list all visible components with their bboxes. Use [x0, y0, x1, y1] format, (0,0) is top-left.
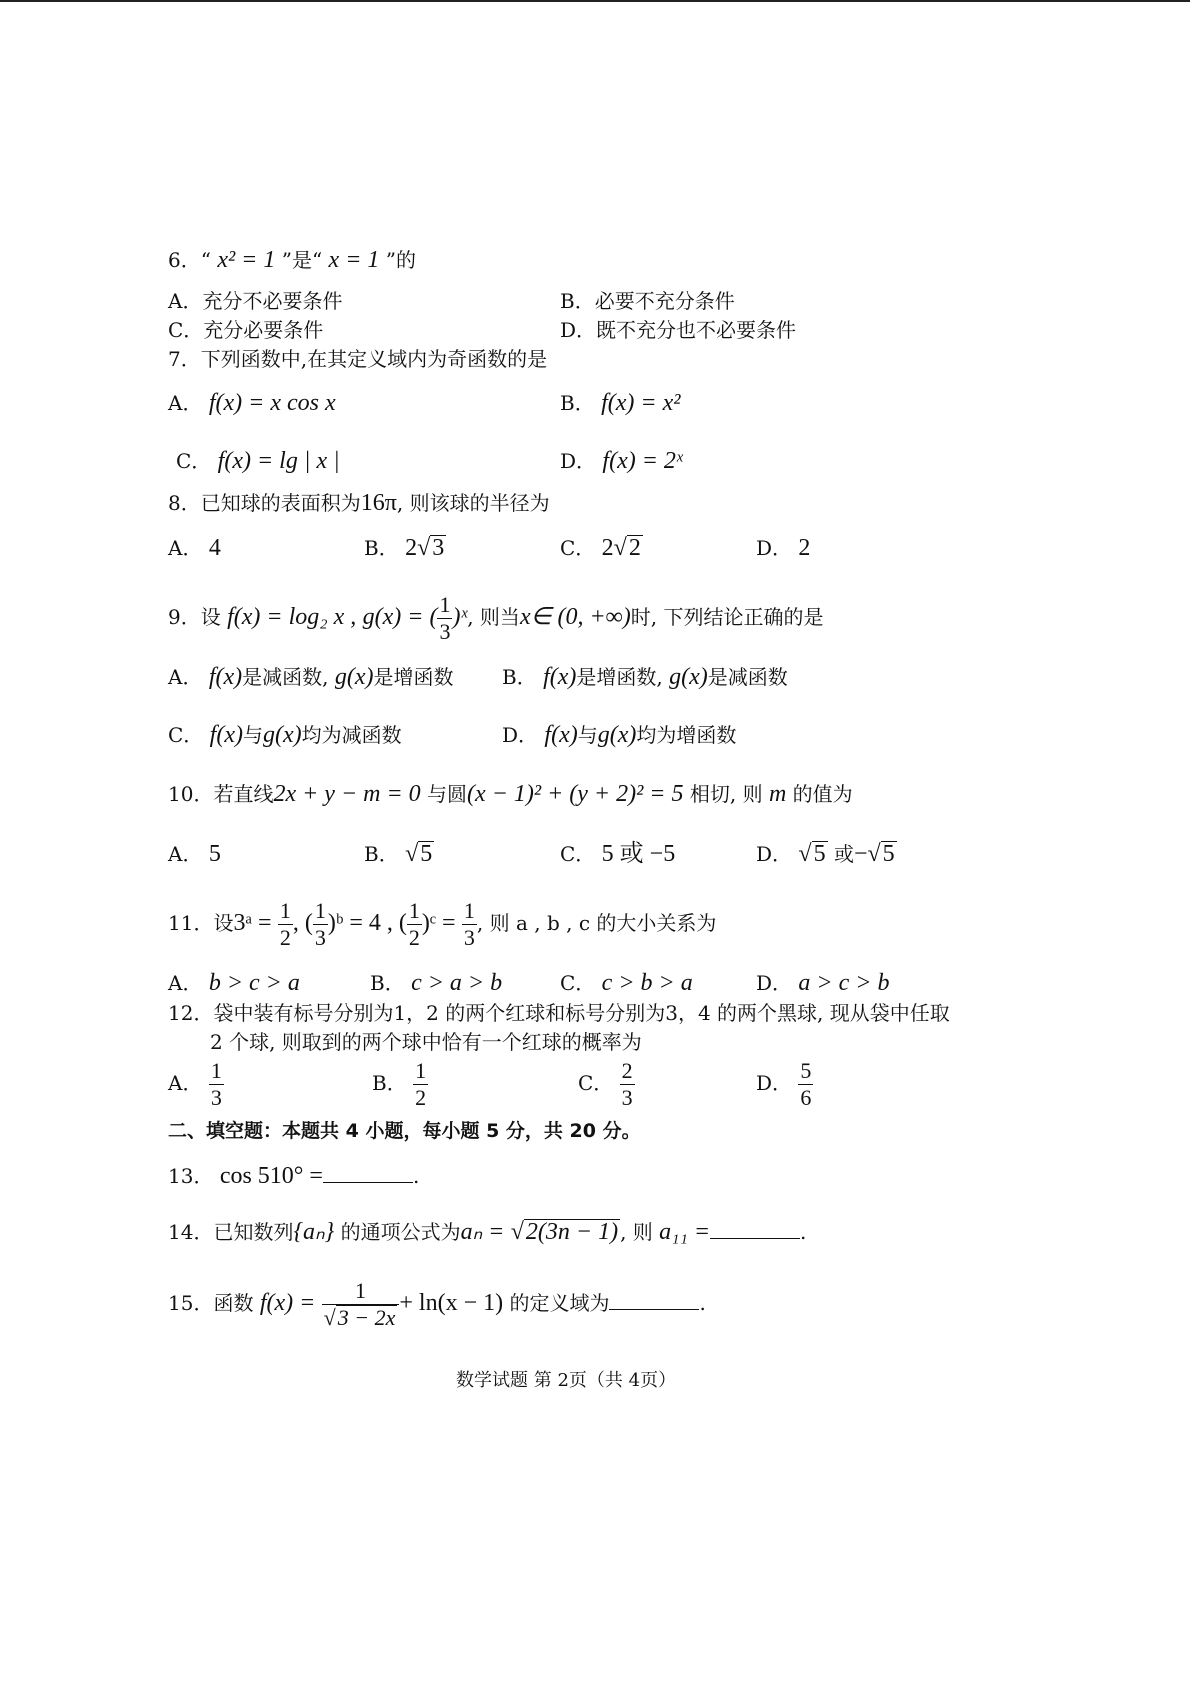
- q10-b-label: B．: [364, 842, 399, 866]
- q10-text-tail-a: 相切, 则: [689, 782, 763, 806]
- q10-option-b: B． √5: [364, 841, 433, 867]
- q12-option-a: [168, 1058, 224, 1111]
- q9-g-den: 3: [439, 619, 451, 644]
- q12-d-fraction: [798, 1058, 813, 1111]
- q12-a-label: A．: [168, 1071, 203, 1095]
- q14-period: .: [800, 1220, 807, 1244]
- q10-line-eq: 2x + y − m = 0: [273, 781, 421, 807]
- q9-a-f: f(x): [208, 664, 243, 690]
- q11-frac-2: [313, 898, 328, 951]
- q11-b-expr: c > a > b: [411, 970, 503, 996]
- q9-interval: x∈ (0, +∞): [519, 604, 631, 630]
- q13: [168, 1162, 419, 1189]
- q9-b-label: B．: [502, 665, 537, 689]
- q8-option-c: C． 2√2: [560, 535, 641, 561]
- q14-text-tail: , 则: [620, 1220, 653, 1244]
- q9-b-t2: 是减函数: [707, 665, 788, 689]
- q7-b-math: f(x) = x²: [601, 390, 681, 416]
- q15-fraction: [322, 1278, 400, 1331]
- q12-option-c: [578, 1058, 635, 1111]
- q9-c-g: g(x): [262, 722, 302, 748]
- q13-answer-blank[interactable]: [323, 1162, 413, 1183]
- q6-text-end: ”的: [385, 248, 416, 272]
- q6-quote-open: “: [200, 248, 211, 272]
- q6-text-mid: ”是“: [281, 248, 323, 272]
- q7-a-label: A．: [168, 391, 203, 415]
- q11-frac-1-num: 1: [279, 898, 291, 923]
- q10-d-radicand-1: 5: [813, 841, 826, 867]
- q9-b-g: g(x): [669, 664, 708, 690]
- q7-option-a: [168, 390, 336, 416]
- q8-option-d: [756, 535, 810, 561]
- q14-text-mid: 的通项公式为: [340, 1220, 461, 1244]
- q9-d-label: D．: [502, 723, 539, 747]
- q12-b-label: B．: [372, 1071, 407, 1095]
- q10-c-value: 5 或 −5: [601, 841, 676, 867]
- q12-c-num: 2: [621, 1058, 633, 1083]
- q11-c-label: C．: [560, 971, 596, 995]
- q12-a-num: 1: [210, 1058, 222, 1083]
- q6-number: 6．: [168, 248, 201, 272]
- q11-stem: [168, 898, 716, 951]
- q6-stem: [168, 247, 416, 273]
- q15-text-tail: 的定义域为: [509, 1291, 610, 1315]
- q9-option-c: [168, 722, 402, 748]
- q11-c-expr: c > b > a: [601, 970, 693, 996]
- q11-expr1-a: 3ᵃ =: [233, 910, 272, 936]
- q11-frac-1-den: 2: [279, 925, 291, 950]
- q10-d-radicand-2: 5: [882, 841, 895, 867]
- q7-option-c: [176, 448, 340, 474]
- q11-expr2-a: , (: [292, 910, 313, 936]
- q9-c-t2: 均为减函数: [301, 723, 402, 747]
- q9-c-t1: 与: [242, 723, 263, 747]
- q6-option-c: C．充分必要条件: [168, 318, 324, 342]
- q11-option-d: [756, 970, 889, 996]
- q9-option-d: [502, 722, 736, 748]
- q7-a-math: f(x) = x cos x: [208, 390, 336, 416]
- q15-period: .: [699, 1291, 706, 1315]
- q8-option-a: [168, 535, 221, 561]
- q11-d-expr: a > c > b: [798, 970, 890, 996]
- q11-frac-3-num: 1: [408, 898, 420, 923]
- q11-frac-3-den: 2: [408, 925, 420, 950]
- q11-frac-3: [407, 898, 422, 951]
- q11-option-b: [370, 970, 502, 996]
- q10-d-or: 或: [833, 842, 854, 866]
- q7-c-label: C．: [176, 449, 212, 473]
- q12-c-fraction: [620, 1058, 635, 1111]
- q12-b-fraction: [413, 1058, 428, 1111]
- q9-f-def: f(x) = log₂ x ,: [227, 604, 357, 630]
- q9-a-label: A．: [168, 665, 203, 689]
- q14-radicand: 2(3n − 1): [525, 1219, 619, 1245]
- q9-option-b: [502, 664, 788, 690]
- q10-m: m: [768, 781, 787, 807]
- q7-c-math: f(x) = lg | x |: [217, 448, 340, 474]
- q11-frac-2-num: 1: [314, 898, 326, 923]
- q7-b-label: B．: [560, 391, 595, 415]
- q15-ln-term: + ln(x − 1): [399, 1290, 504, 1316]
- q15-answer-blank[interactable]: [609, 1289, 699, 1310]
- q13-expr: cos 510° =: [219, 1163, 323, 1189]
- q9-d-t2: 均为增函数: [636, 723, 737, 747]
- q8-a-value: 4: [208, 535, 221, 561]
- q8-c-label: C．: [560, 536, 596, 560]
- q8-option-b: B． 2√3: [364, 535, 445, 561]
- q12-stem-line2: 2 个球, 则取到的两个球中恰有一个红球的概率为: [210, 1030, 642, 1054]
- q15-radicand: 3 − 2x: [337, 1305, 396, 1330]
- q13-period: .: [412, 1164, 420, 1188]
- q6-option-a: A．充分不必要条件: [168, 289, 343, 313]
- q7-option-b: [560, 390, 680, 416]
- q11-frac-1: [278, 898, 293, 951]
- q10-a-value: 5: [208, 841, 221, 867]
- q11-expr2-b: )ᵇ = 4 , (: [327, 910, 407, 936]
- q10-a-label: A．: [168, 842, 203, 866]
- q14-number: 14．已知数列: [168, 1220, 294, 1244]
- q10-option-c: [560, 841, 675, 867]
- q9-text-b: , 则当: [467, 605, 520, 629]
- q12-b-den: 2: [415, 1085, 427, 1110]
- q11-text-tail: , 则 a , b , c 的大小关系为: [476, 911, 717, 935]
- q8-stem: [168, 490, 550, 516]
- q6-option-d: D．既不充分也不必要条件: [560, 318, 797, 342]
- q10-text-tail-b: 的值为: [792, 782, 853, 806]
- q7-d-math: f(x) = 2ˣ: [602, 448, 683, 474]
- q9-d-g: g(x): [597, 722, 637, 748]
- q8-text-a: 8．已知球的表面积为: [168, 491, 361, 515]
- q11-frac-4-den: 3: [463, 925, 475, 950]
- q12-a-den: 3: [210, 1085, 222, 1110]
- q10-stem: [168, 781, 853, 807]
- q14: 14．已知数列{aₙ} 的通项公式为aₙ = √2(3n − 1) , 则 a₁₁ = .: [168, 1219, 807, 1245]
- q11-frac-2-den: 3: [314, 925, 326, 950]
- q9-d-t1: 与: [577, 723, 598, 747]
- q11-option-a: [168, 970, 300, 996]
- q10-d-minus: −: [853, 841, 868, 867]
- q11-d-label: D．: [756, 971, 793, 995]
- q14-answer-blank[interactable]: [710, 1218, 800, 1239]
- q9-c-label: C．: [168, 723, 204, 747]
- q11-expr3-b: )ᶜ =: [421, 910, 456, 936]
- section-2-heading: 二、填空题：本题共 4 小题，每小题 5 分，共 20 分。: [168, 1120, 641, 1142]
- q12-stem-line1: 12．袋中装有标号分别为1，2 的两个红球和标号分别为3，4 的两个黑球, 现从袋中任取: [168, 1001, 950, 1025]
- q11-a-expr: b > c > a: [208, 970, 300, 996]
- q9-option-a: [168, 664, 453, 690]
- q11-frac-4-num: 1: [463, 898, 475, 923]
- q8-b-coef: 2: [405, 535, 418, 561]
- q8-c-radicand: 2: [628, 535, 641, 561]
- top-border: [0, 0, 1190, 2]
- q9-number: 9．设: [168, 605, 221, 629]
- q14-formula-lhs: aₙ =: [460, 1219, 505, 1245]
- q12-c-den: 3: [621, 1085, 633, 1110]
- q10-option-d: D． √5 或−√5: [756, 841, 895, 867]
- q12-option-b: [372, 1058, 428, 1111]
- q10-circle-eq: (x − 1)² + (y + 2)² = 5: [467, 781, 684, 807]
- q6-option-b: B．必要不充分条件: [560, 289, 735, 313]
- q7-stem: 7．下列函数中,在其定义域内为奇函数的是: [168, 347, 548, 371]
- q11-option-c: [560, 970, 693, 996]
- q9-g-def-b: )ˣ: [452, 604, 468, 630]
- q9-b-t1: 是增函数,: [576, 665, 663, 689]
- q9-g-num: 1: [439, 592, 451, 617]
- q15-f-lhs: f(x) =: [259, 1290, 316, 1316]
- q15-frac-num: 1: [355, 1278, 367, 1303]
- q8-math: 16π: [360, 490, 397, 516]
- q9-g-fraction: [437, 592, 452, 645]
- q15-frac-den: √3 − 2x: [322, 1304, 400, 1331]
- q9-text-c: 时, 下列结论正确的是: [630, 605, 824, 629]
- q12-option-d: [756, 1058, 813, 1111]
- q9-a-t1: 是减函数,: [242, 665, 329, 689]
- q6-math-2: x = 1: [328, 247, 380, 273]
- q8-c-coef: 2: [601, 535, 614, 561]
- q10-number: 10．若直线: [168, 782, 274, 806]
- q10-d-label: D．: [756, 842, 793, 866]
- q15: [168, 1278, 706, 1331]
- q8-b-radicand: 3: [432, 535, 445, 561]
- q11-frac-4: [462, 898, 477, 951]
- q14-sequence: {aₙ}: [293, 1219, 335, 1245]
- q12-c-label: C．: [578, 1071, 614, 1095]
- q7-option-d: [560, 448, 683, 474]
- q8-d-label: D．: [756, 536, 793, 560]
- q8-text-b: , 则该球的半径为: [396, 491, 550, 515]
- q9-c-f: f(x): [209, 722, 243, 748]
- q6-math-1: x² = 1: [217, 247, 276, 273]
- q9-a-g: g(x): [334, 664, 374, 690]
- q12-d-num: 5: [800, 1058, 812, 1083]
- q11-b-label: B．: [370, 971, 405, 995]
- q10-c-label: C．: [560, 842, 596, 866]
- q10-text-mid: 与圆: [427, 782, 468, 806]
- q7-d-label: D．: [560, 449, 597, 473]
- q8-b-label: B．: [364, 536, 399, 560]
- q12-a-fraction: [209, 1058, 224, 1111]
- q9-stem: [168, 592, 824, 645]
- q12-d-label: D．: [756, 1071, 793, 1095]
- q8-a-label: A．: [168, 536, 203, 560]
- q11-a-label: A．: [168, 971, 203, 995]
- q14-a11: a₁₁ =: [659, 1219, 711, 1245]
- q12-b-num: 1: [415, 1058, 427, 1083]
- q10-b-radicand: 5: [420, 841, 433, 867]
- page-footer: 数学试题 第 2页（共 4页）: [456, 1370, 677, 1391]
- q8-d-value: 2: [798, 535, 811, 561]
- q9-d-f: f(x): [544, 722, 578, 748]
- q9-b-f: f(x): [543, 664, 577, 690]
- q9-a-t2: 是增函数: [373, 665, 454, 689]
- q13-number: 13．: [168, 1164, 214, 1188]
- q10-option-a: [168, 841, 221, 867]
- q9-g-def-a: g(x) = (: [362, 604, 438, 630]
- q15-number: 15．函数: [168, 1291, 254, 1315]
- q12-d-den: 6: [800, 1085, 812, 1110]
- q11-number: 11．设: [168, 911, 234, 935]
